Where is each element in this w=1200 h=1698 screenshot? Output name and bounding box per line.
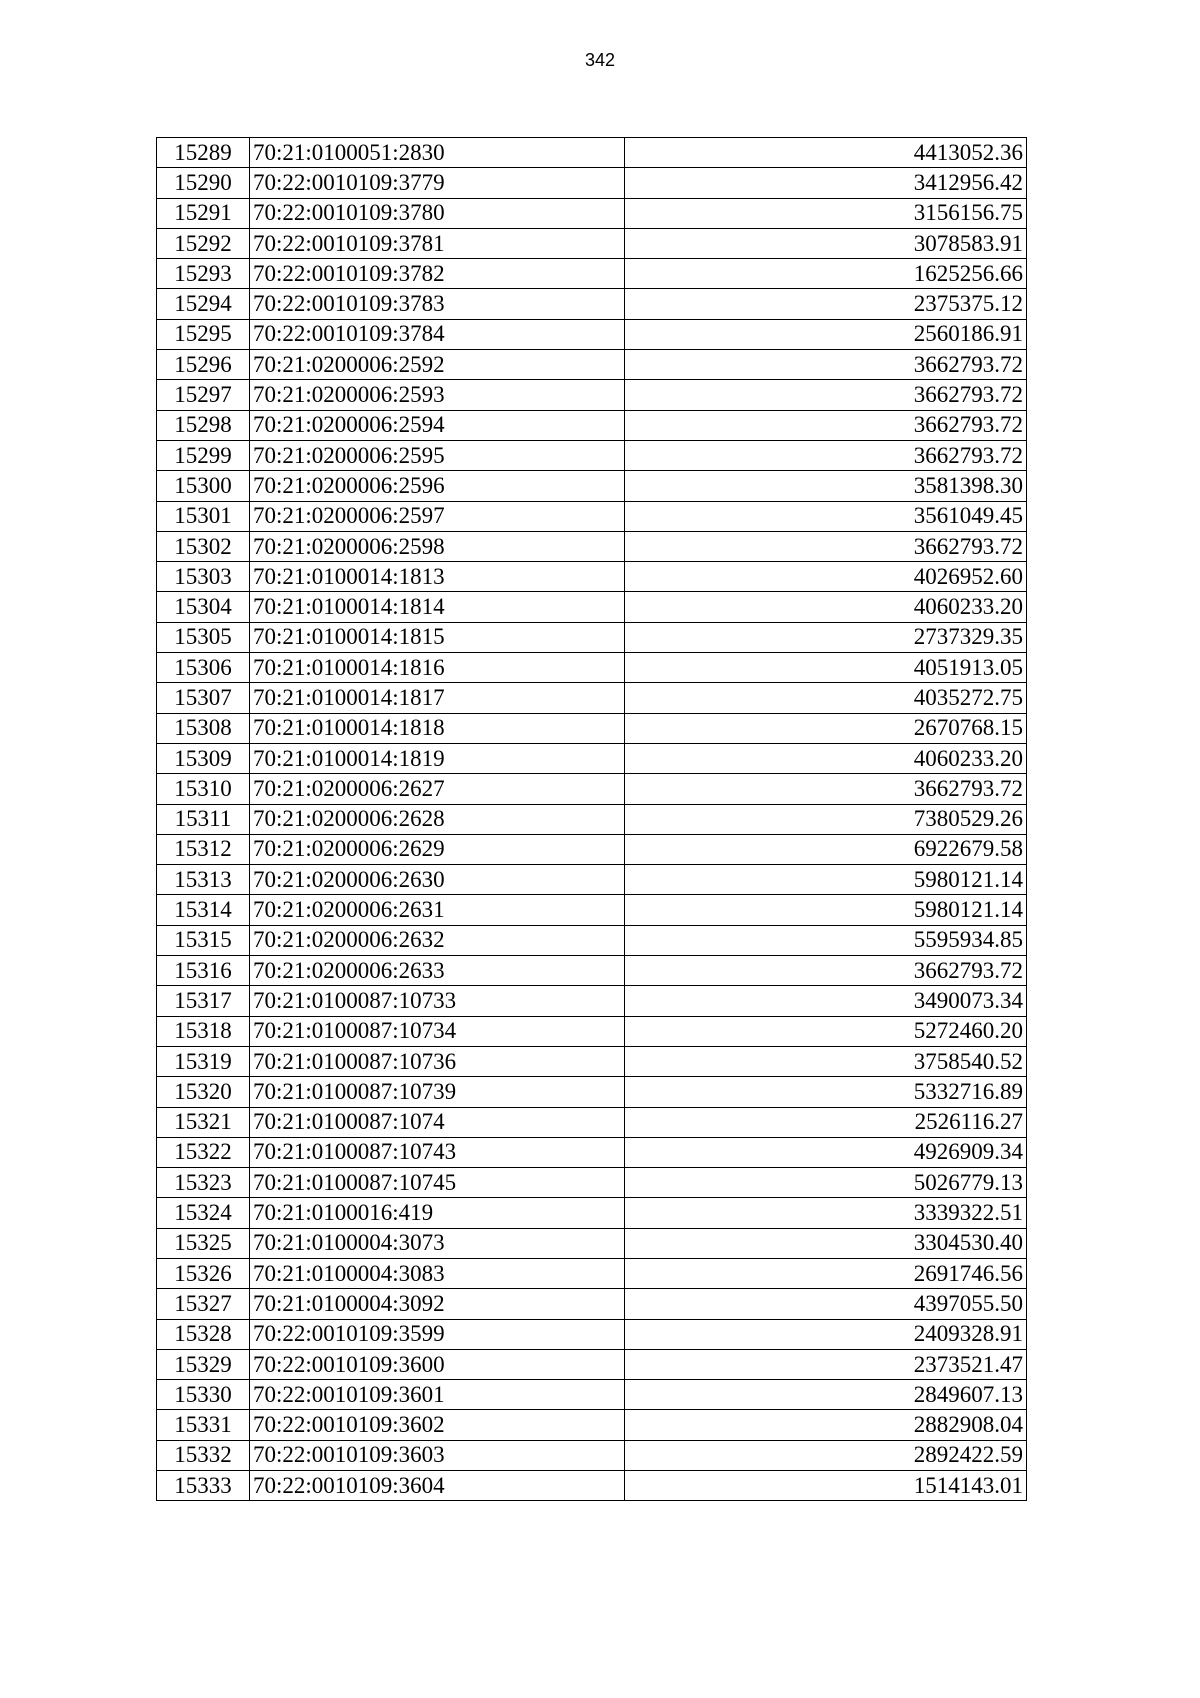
row-number-cell: 15297 [157, 380, 250, 410]
cadastral-number-cell: 70:22:0010109:3600 [250, 1349, 625, 1379]
row-number-cell: 15328 [157, 1319, 250, 1349]
cadastral-number-cell: 70:22:0010109:3784 [250, 319, 625, 349]
table-row [157, 713, 1027, 743]
cadastral-number-cell: 70:21:0200006:2630 [250, 865, 625, 895]
cadastral-value-cell: 4060233.20 [625, 592, 1027, 622]
cadastral-number-cell: 70:21:0100004:3092 [250, 1289, 625, 1319]
row-number-cell: 15322 [157, 1137, 250, 1167]
table-row [157, 986, 1027, 1016]
row-number-cell: 15302 [157, 531, 250, 561]
cadastral-value-cell: 4413052.36 [625, 138, 1027, 168]
cadastral-value-cell: 5595934.85 [625, 925, 1027, 955]
cadastral-number-cell: 70:21:0100087:10736 [250, 1046, 625, 1076]
cadastral-number-cell: 70:21:0200006:2593 [250, 380, 625, 410]
table-row [157, 653, 1027, 683]
table-row [157, 592, 1027, 622]
cadastral-value-cell: 2849607.13 [625, 1380, 1027, 1410]
table-row [157, 562, 1027, 592]
cadastral-value-cell: 3304530.40 [625, 1228, 1027, 1258]
row-number-cell: 15307 [157, 683, 250, 713]
table-row [157, 1319, 1027, 1349]
cadastral-number-cell: 70:21:0200006:2629 [250, 834, 625, 864]
cadastral-number-cell: 70:21:0200006:2592 [250, 350, 625, 380]
row-number-cell: 15303 [157, 562, 250, 592]
cadastral-value-cell: 5980121.14 [625, 865, 1027, 895]
table-row [157, 1168, 1027, 1198]
cadastral-value-cell: 3490073.34 [625, 986, 1027, 1016]
table-row [157, 228, 1027, 258]
row-number-cell: 15313 [157, 865, 250, 895]
table-row [157, 743, 1027, 773]
table-row [157, 289, 1027, 319]
row-number-cell: 15301 [157, 501, 250, 531]
cadastral-number-cell: 70:21:0200006:2596 [250, 471, 625, 501]
table-row [157, 471, 1027, 501]
table-row [157, 956, 1027, 986]
row-number-cell: 15290 [157, 168, 250, 198]
row-number-cell: 15326 [157, 1258, 250, 1288]
cadastral-value-cell: 2409328.91 [625, 1319, 1027, 1349]
row-number-cell: 15316 [157, 956, 250, 986]
row-number-cell: 15320 [157, 1077, 250, 1107]
cadastral-number-cell: 70:21:0200006:2595 [250, 440, 625, 470]
cadastral-number-cell: 70:21:0100087:10734 [250, 1016, 625, 1046]
cadastral-value-cell: 1625256.66 [625, 259, 1027, 289]
cadastral-value-cell: 3662793.72 [625, 410, 1027, 440]
table-row [157, 380, 1027, 410]
row-number-cell: 15306 [157, 653, 250, 683]
cadastral-value-cell: 3662793.72 [625, 440, 1027, 470]
cadastral-value-cell: 3412956.42 [625, 168, 1027, 198]
cadastral-value-cell: 3758540.52 [625, 1046, 1027, 1076]
table-row [157, 804, 1027, 834]
cadastral-number-cell: 70:21:0100014:1817 [250, 683, 625, 713]
table-row [157, 865, 1027, 895]
cadastral-value-cell: 5026779.13 [625, 1168, 1027, 1198]
cadastral-number-cell: 70:21:0200006:2597 [250, 501, 625, 531]
cadastral-value-cell: 2670768.15 [625, 713, 1027, 743]
table-row [157, 198, 1027, 228]
cadastral-value-cell: 3662793.72 [625, 531, 1027, 561]
cadastral-value-cell: 4397055.50 [625, 1289, 1027, 1319]
cadastral-number-cell: 70:21:0100087:1074 [250, 1107, 625, 1137]
row-number-cell: 15332 [157, 1440, 250, 1470]
cadastral-number-cell: 70:21:0100051:2830 [250, 138, 625, 168]
cadastral-number-cell: 70:21:0100014:1815 [250, 622, 625, 652]
cadastral-number-cell: 70:21:0200006:2628 [250, 804, 625, 834]
cadastral-value-cell: 4060233.20 [625, 743, 1027, 773]
row-number-cell: 15321 [157, 1107, 250, 1137]
cadastral-value-cell: 4035272.75 [625, 683, 1027, 713]
cadastral-value-cell: 2560186.91 [625, 319, 1027, 349]
table-row [157, 895, 1027, 925]
cadastral-value-cell: 3662793.72 [625, 774, 1027, 804]
row-number-cell: 15295 [157, 319, 250, 349]
table-row [157, 259, 1027, 289]
table-row [157, 319, 1027, 349]
row-number-cell: 15331 [157, 1410, 250, 1440]
cadastral-number-cell: 70:21:0100014:1818 [250, 713, 625, 743]
cadastral-value-cell: 2737329.35 [625, 622, 1027, 652]
cadastral-number-cell: 70:21:0200006:2633 [250, 956, 625, 986]
cadastral-number-cell: 70:21:0100016:419 [250, 1198, 625, 1228]
cadastral-number-cell: 70:22:0010109:3781 [250, 228, 625, 258]
cadastral-number-cell: 70:21:0100014:1819 [250, 743, 625, 773]
row-number-cell: 15325 [157, 1228, 250, 1258]
cadastral-number-cell: 70:22:0010109:3602 [250, 1410, 625, 1440]
table-row [157, 834, 1027, 864]
cadastral-number-cell: 70:21:0200006:2598 [250, 531, 625, 561]
cadastral-value-cell: 3581398.30 [625, 471, 1027, 501]
table-row [157, 168, 1027, 198]
cadastral-number-cell: 70:22:0010109:3783 [250, 289, 625, 319]
table-row [157, 1471, 1027, 1501]
row-number-cell: 15312 [157, 834, 250, 864]
cadastral-number-cell: 70:22:0010109:3782 [250, 259, 625, 289]
row-number-cell: 15319 [157, 1046, 250, 1076]
cadastral-value-cell: 7380529.26 [625, 804, 1027, 834]
cadastral-value-cell: 4926909.34 [625, 1137, 1027, 1167]
row-number-cell: 15311 [157, 804, 250, 834]
cadastral-value-cell: 3662793.72 [625, 350, 1027, 380]
cadastral-number-cell: 70:21:0100014:1813 [250, 562, 625, 592]
cadastral-number-cell: 70:22:0010109:3780 [250, 198, 625, 228]
table-row [157, 774, 1027, 804]
table-row [157, 1349, 1027, 1379]
row-number-cell: 15314 [157, 895, 250, 925]
table-row [157, 1046, 1027, 1076]
cadastral-value-cell: 3339322.51 [625, 1198, 1027, 1228]
cadastral-value-cell: 2526116.27 [625, 1107, 1027, 1137]
table-row [157, 440, 1027, 470]
table-row [157, 531, 1027, 561]
cadastral-value-cell: 2882908.04 [625, 1410, 1027, 1440]
cadastral-number-cell: 70:22:0010109:3779 [250, 168, 625, 198]
cadastral-number-cell: 70:22:0010109:3601 [250, 1380, 625, 1410]
table-row [157, 1258, 1027, 1288]
row-number-cell: 15310 [157, 774, 250, 804]
cadastral-value-cell: 6922679.58 [625, 834, 1027, 864]
table-row [157, 1107, 1027, 1137]
table-row [157, 683, 1027, 713]
row-number-cell: 15309 [157, 743, 250, 773]
row-number-cell: 15298 [157, 410, 250, 440]
row-number-cell: 15323 [157, 1168, 250, 1198]
table-row [157, 138, 1027, 168]
cadastral-value-cell: 1514143.01 [625, 1471, 1027, 1501]
row-number-cell: 15324 [157, 1198, 250, 1228]
row-number-cell: 15308 [157, 713, 250, 743]
cadastral-value-cell: 4026952.60 [625, 562, 1027, 592]
table-row [157, 1016, 1027, 1046]
table-row [157, 1198, 1027, 1228]
row-number-cell: 15299 [157, 440, 250, 470]
cadastral-value-cell: 2375375.12 [625, 289, 1027, 319]
table-row [157, 410, 1027, 440]
cadastral-number-cell: 70:22:0010109:3599 [250, 1319, 625, 1349]
cadastral-number-cell: 70:21:0200006:2627 [250, 774, 625, 804]
cadastral-value-cell: 3662793.72 [625, 380, 1027, 410]
row-number-cell: 15304 [157, 592, 250, 622]
cadastral-number-cell: 70:21:0100087:10733 [250, 986, 625, 1016]
cadastral-value-cell: 2892422.59 [625, 1440, 1027, 1470]
table-body [157, 138, 1027, 1501]
cadastral-number-cell: 70:21:0200006:2631 [250, 895, 625, 925]
table-row [157, 1228, 1027, 1258]
cadastral-value-cell: 4051913.05 [625, 653, 1027, 683]
cadastral-value-table [156, 137, 1027, 1501]
cadastral-number-cell: 70:22:0010109:3604 [250, 1471, 625, 1501]
table-row [157, 501, 1027, 531]
cadastral-value-cell: 3156156.75 [625, 198, 1027, 228]
cadastral-number-cell: 70:21:0200006:2594 [250, 410, 625, 440]
table-row [157, 1410, 1027, 1440]
cadastral-number-cell: 70:21:0100087:10743 [250, 1137, 625, 1167]
cadastral-number-cell: 70:21:0100014:1814 [250, 592, 625, 622]
table-row [157, 925, 1027, 955]
cadastral-number-cell: 70:21:0100087:10745 [250, 1168, 625, 1198]
row-number-cell: 15327 [157, 1289, 250, 1319]
cadastral-value-cell: 2373521.47 [625, 1349, 1027, 1379]
cadastral-number-cell: 70:21:0100014:1816 [250, 653, 625, 683]
cadastral-value-cell: 3561049.45 [625, 501, 1027, 531]
table-row [157, 350, 1027, 380]
cadastral-value-cell: 5980121.14 [625, 895, 1027, 925]
row-number-cell: 15300 [157, 471, 250, 501]
row-number-cell: 15296 [157, 350, 250, 380]
row-number-cell: 15318 [157, 1016, 250, 1046]
table-row [157, 1380, 1027, 1410]
row-number-cell: 15315 [157, 925, 250, 955]
cadastral-value-cell: 5272460.20 [625, 1016, 1027, 1046]
page-number: 342 [584, 50, 616, 70]
row-number-cell: 15293 [157, 259, 250, 289]
cadastral-number-cell: 70:21:0100087:10739 [250, 1077, 625, 1107]
cadastral-number-cell: 70:22:0010109:3603 [250, 1440, 625, 1470]
table-row [157, 1137, 1027, 1167]
cadastral-value-cell: 5332716.89 [625, 1077, 1027, 1107]
row-number-cell: 15330 [157, 1380, 250, 1410]
cadastral-number-cell: 70:21:0100004:3073 [250, 1228, 625, 1258]
row-number-cell: 15317 [157, 986, 250, 1016]
table-row [157, 1077, 1027, 1107]
row-number-cell: 15292 [157, 228, 250, 258]
cadastral-value-cell: 3078583.91 [625, 228, 1027, 258]
cadastral-number-cell: 70:21:0200006:2632 [250, 925, 625, 955]
cadastral-value-cell: 2691746.56 [625, 1258, 1027, 1288]
row-number-cell: 15291 [157, 198, 250, 228]
cadastral-value-cell: 3662793.72 [625, 956, 1027, 986]
cadastral-number-cell: 70:21:0100004:3083 [250, 1258, 625, 1288]
row-number-cell: 15305 [157, 622, 250, 652]
table-row [157, 1289, 1027, 1319]
row-number-cell: 15289 [157, 138, 250, 168]
table-row [157, 1440, 1027, 1470]
table-row [157, 622, 1027, 652]
row-number-cell: 15294 [157, 289, 250, 319]
row-number-cell: 15329 [157, 1349, 250, 1379]
row-number-cell: 15333 [157, 1471, 250, 1501]
